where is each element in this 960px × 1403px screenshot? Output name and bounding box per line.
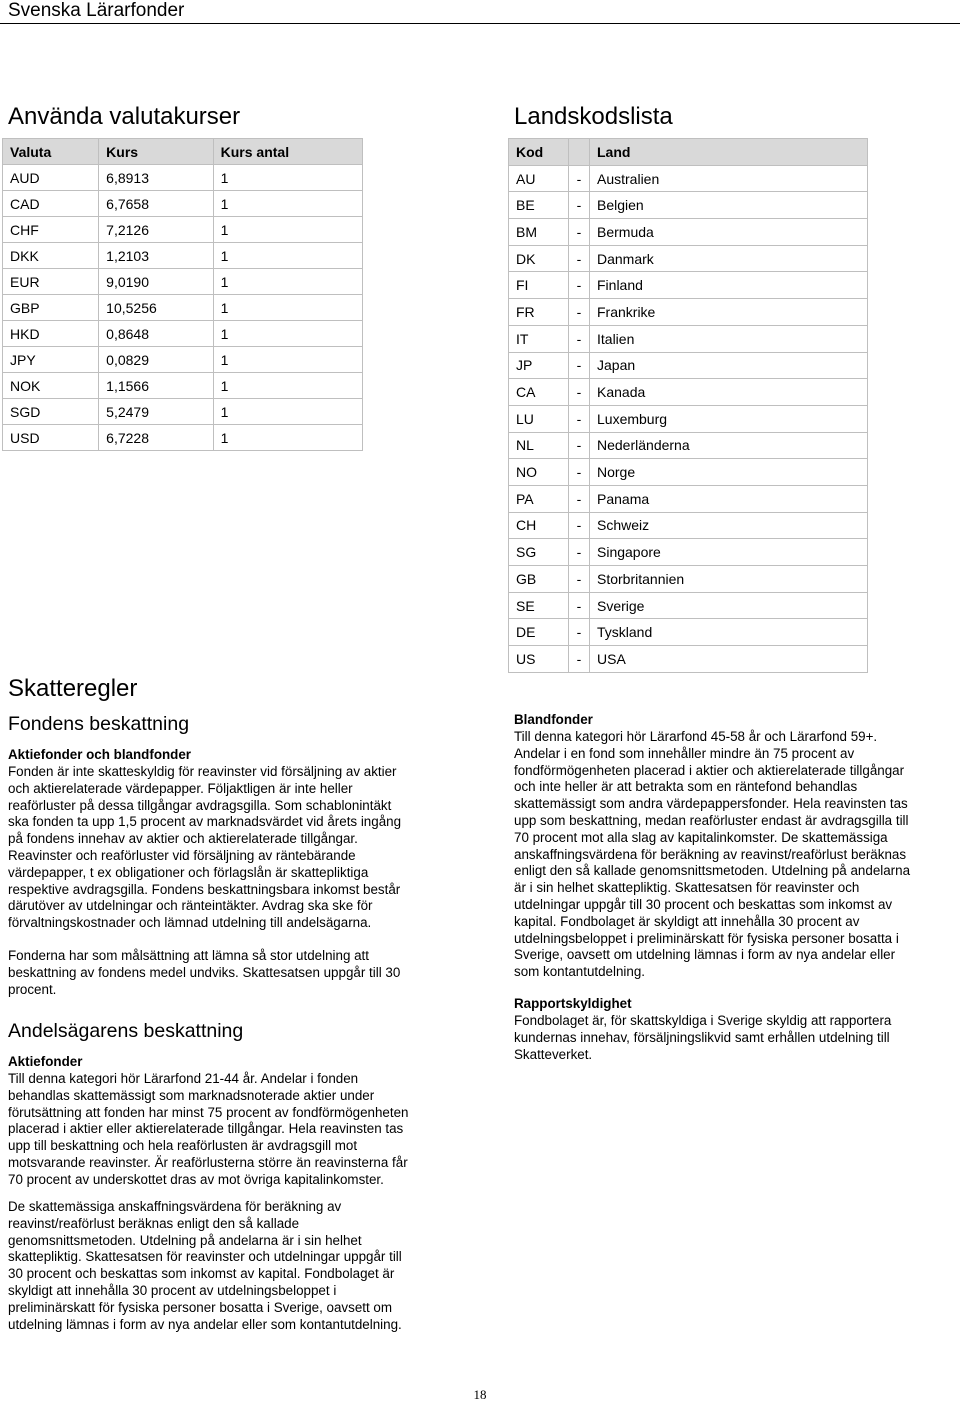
column-header: [569, 139, 590, 166]
text-line: utdelning lämnas i form av nya andelar eller som kontantutdelning.: [8, 1316, 402, 1332]
table-cell: -: [569, 619, 590, 646]
text-line: förvaltningskostnader och lämnad utdelning till andelsägarna.: [8, 915, 372, 931]
page-number: 18: [473, 1387, 487, 1402]
rates-title: Använda valutakurser: [8, 103, 241, 130]
table-row: [509, 165, 868, 192]
table-cell: SG: [509, 539, 569, 566]
table-cell: Australien: [590, 165, 868, 192]
table-cell: US: [509, 646, 569, 673]
text-line: och aktierelaterade värdepapper. Följaktligen är inte heller: [8, 780, 353, 796]
table-cell: 0,0829: [99, 347, 213, 373]
table-row: [3, 373, 363, 399]
table-cell: HKD: [3, 321, 99, 347]
table-cell: CHF: [3, 217, 99, 243]
table-row: [509, 619, 868, 646]
table-row: [509, 219, 868, 246]
table-cell: CAD: [3, 191, 99, 217]
text-line: motsvarande reavinster. Är reaförlusterna större än reavinsterna får: [8, 1154, 408, 1170]
text-line: ska fonden ta upp 1,5 procent av marknadsvärdet vid årets ingång: [8, 814, 402, 830]
table-cell: LU: [509, 405, 569, 432]
table-header-row: [3, 139, 363, 165]
table-cell: -: [569, 352, 590, 379]
table-cell: GBP: [3, 295, 99, 321]
table-cell: 0,8648: [99, 321, 213, 347]
holder-tax-heading: Andelsägarens beskattning: [8, 1020, 244, 1042]
table-cell: IT: [509, 325, 569, 352]
text-line: utdelningsbeloppet i preliminärskatt för fysiska personer bosatta i: [514, 930, 899, 946]
text-line: De skattemässiga anskaffningsvärdena för beräkning av: [8, 1199, 342, 1214]
table-cell: NOK: [3, 373, 99, 399]
text-line: värdepapper, t ex obligationer och förlagslån är skattepliktiga: [8, 864, 369, 880]
text-line: Fonden är inte skatteskyldig för reavinster vid försäljning av aktier: [8, 764, 397, 779]
table-cell: CH: [509, 512, 569, 539]
table-cell: 1,1566: [99, 373, 213, 399]
holder-tax-paragraph: [8, 1071, 409, 1189]
table-cell: -: [569, 272, 590, 299]
table-cell: -: [569, 592, 590, 619]
table-cell: -: [569, 165, 590, 192]
table-cell: FI: [509, 272, 569, 299]
text-line: fondförmögenheten placerad i aktier och aktierelaterade tillgångar: [514, 762, 905, 778]
table-cell: 1: [213, 191, 362, 217]
text-line: reavinst/reaförlust beräknas enligt den så kallade: [8, 1215, 300, 1231]
table-cell: -: [569, 485, 590, 512]
table-cell: SE: [509, 592, 569, 619]
table-cell: Belgien: [590, 192, 868, 219]
column-header: Kurs antal: [213, 139, 362, 165]
text-line: genomsnittsmetoden. Utdelning på andelarna är i sin helhet: [8, 1232, 362, 1248]
table-cell: -: [569, 539, 590, 566]
table-cell: 1: [213, 217, 362, 243]
table-row: [509, 272, 868, 299]
text-line: förutsättning att fonden har minst 75 procent av fondförmögenheten: [8, 1104, 409, 1120]
table-row: [3, 321, 363, 347]
column-header: Land: [590, 139, 868, 166]
text-line: kundernas innehav, försäljningslikvid samt erhållen utdelning till: [514, 1029, 890, 1045]
table-cell: 6,7228: [99, 425, 213, 451]
table-cell: 6,7658: [99, 191, 213, 217]
table-cell: BM: [509, 219, 569, 246]
table-cell: CA: [509, 379, 569, 406]
table-cell: -: [569, 219, 590, 246]
table-cell: NL: [509, 432, 569, 459]
table-cell: 1: [213, 165, 362, 191]
column-header: Valuta: [3, 139, 99, 165]
text-line: Fondbolaget är, för skattskyldiga i Sverige skyldig att rapportera: [514, 1013, 892, 1028]
table-cell: Singapore: [590, 539, 868, 566]
text-line: enligt den så kallade genomsnittsmetoden. Utdelning på andelarna: [514, 863, 911, 879]
table-row: [509, 539, 868, 566]
fund-tax-paragraph: [8, 764, 401, 932]
table-cell: FR: [509, 299, 569, 326]
text-line: utdelningar uppgår till 30 procent och beskattas som inkomst av: [514, 896, 893, 912]
text-line: procent.: [8, 981, 57, 997]
table-cell: PA: [509, 485, 569, 512]
text-line: skattemässigt som andra värdepappersfonder. Hela reavinsten tas: [514, 796, 908, 812]
text-line: Reavinster och reaförluster vid försäljning av räntebärande: [8, 847, 356, 863]
country-codes-table: [508, 138, 868, 673]
table-cell: 1: [213, 425, 362, 451]
table-row: [509, 566, 868, 593]
table-cell: NO: [509, 459, 569, 486]
table-row: [509, 432, 868, 459]
blend-fund-heading: Blandfonder: [514, 712, 593, 727]
blend-fund-paragraph: [514, 729, 910, 981]
table-row: [3, 243, 363, 269]
table-cell: 1: [213, 399, 362, 425]
table-cell: -: [569, 646, 590, 673]
text-line: Fonderna har som målsättning att lämna så stor utdelning att: [8, 948, 369, 963]
text-line: 30 procent och beskattas som inkomst av kapital. Fondbolaget är: [8, 1266, 395, 1282]
table-row: [3, 295, 363, 321]
text-line: är i sin helhet skattepliktig. Skattesatsen för reavinster och: [514, 880, 860, 896]
text-line: därutöver av utdelningar och ränteintäkter. Avdrag ska ske för: [8, 898, 373, 914]
table-cell: GB: [509, 566, 569, 593]
text-line: Andelar i en fond som innehåller mindre än 75 procent av: [514, 745, 855, 761]
table-cell: -: [569, 405, 590, 432]
text-line: 70 procent mot alla slag av kapitalinkomster. De skattemässiga: [514, 829, 888, 845]
table-cell: -: [569, 299, 590, 326]
text-line: Sverige, oavsett om utdelning lämnas i form av nya andelar eller: [514, 947, 896, 963]
table-cell: DE: [509, 619, 569, 646]
text-line: Till denna kategori hör Lärarfond 45-58 år och Lärarfond 59+.: [514, 729, 878, 744]
table-row: [509, 325, 868, 352]
table-cell: AU: [509, 165, 569, 192]
text-line: och inte heller är att betrakta som en räntefond behandlas: [514, 779, 858, 795]
table-cell: 1,2103: [99, 243, 213, 269]
table-cell: 1: [213, 269, 362, 295]
table-cell: DK: [509, 245, 569, 272]
table-row: [509, 485, 868, 512]
table-cell: -: [569, 192, 590, 219]
countries-title: Landskodslista: [514, 103, 673, 130]
table-row: [509, 352, 868, 379]
table-row: [3, 425, 363, 451]
table-cell: Finland: [590, 272, 868, 299]
table-cell: -: [569, 459, 590, 486]
table-cell: -: [569, 512, 590, 539]
text-line: placerad i aktier eller aktierelaterade tillgångar. Hela reavinsten tas: [8, 1121, 404, 1137]
table-row: [509, 512, 868, 539]
table-row: [509, 405, 868, 432]
text-line: som kontantutdelning.: [514, 964, 646, 980]
table-cell: -: [569, 379, 590, 406]
text-line: Skatteverket.: [514, 1046, 593, 1062]
table-row: [509, 459, 868, 486]
text-line: på fondens innehav av aktier och aktierelaterade tillgångar.: [8, 831, 358, 847]
table-cell: 7,2126: [99, 217, 213, 243]
table-cell: BE: [509, 192, 569, 219]
table-cell: 1: [213, 373, 362, 399]
table-cell: Schweiz: [590, 512, 868, 539]
text-line: reaförluster på dessa tillgångar avdragsgilla. Som schablonintäkt: [8, 797, 392, 813]
fund-tax-paragraph-2: [8, 948, 400, 998]
table-cell: Italien: [590, 325, 868, 352]
table-row: [509, 299, 868, 326]
text-line: upp som beskattning, medan reaförluster endast är avdragsgilla till: [514, 812, 909, 828]
reporting-paragraph: [514, 1013, 891, 1063]
reporting-heading: Rapportskyldighet: [514, 996, 632, 1011]
table-row: [509, 379, 868, 406]
table-cell: 9,0190: [99, 269, 213, 295]
table-cell: Danmark: [590, 245, 868, 272]
holder-tax-paragraph-2: [8, 1199, 402, 1333]
table-cell: 1: [213, 321, 362, 347]
holder-tax-subheading: Aktiefonder: [8, 1054, 83, 1069]
table-cell: 1: [213, 347, 362, 373]
header-divider: [0, 23, 960, 24]
table-row: [3, 399, 363, 425]
table-cell: 10,5256: [99, 295, 213, 321]
table-cell: Japan: [590, 352, 868, 379]
table-cell: -: [569, 566, 590, 593]
table-cell: Luxemburg: [590, 405, 868, 432]
table-cell: -: [569, 325, 590, 352]
table-row: [509, 646, 868, 673]
text-line: skattepliktig. Skattesatsen för reavinster och utdelningar uppgår till: [8, 1249, 402, 1265]
text-line: 70 procent av underskottet dras av mot övriga kapitalinkomster.: [8, 1171, 384, 1187]
table-row: [3, 269, 363, 295]
table-cell: Frankrike: [590, 299, 868, 326]
text-line: behandlas skattemässigt som marknadsnoterade aktier under: [8, 1087, 375, 1103]
table-row: [509, 192, 868, 219]
document-header-title: Svenska Lärarfonder: [8, 0, 185, 21]
column-header: Kod: [509, 139, 569, 166]
table-cell: Nederländerna: [590, 432, 868, 459]
text-line: skyldigt att innehålla 30 procent av utdelningsbeloppet i: [8, 1282, 337, 1298]
table-row: [3, 191, 363, 217]
text-line: respektive avdragsgilla. Fondens beskattningsbara inkomst består: [8, 881, 401, 897]
text-line: beskattning av fondens medel undviks. Skattesatsen uppgår till 30: [8, 964, 401, 980]
table-cell: Bermuda: [590, 219, 868, 246]
table-cell: -: [569, 432, 590, 459]
table-cell: USA: [590, 646, 868, 673]
table-row: [509, 245, 868, 272]
text-line: anskaffningsvärdena för beräkning av reavinst/reaförlust beräknas: [514, 846, 907, 862]
table-row: [3, 165, 363, 191]
table-cell: USD: [3, 425, 99, 451]
text-line: kapital. Fondbolaget är skyldigt att innehålla 30 procent av: [514, 913, 860, 929]
tax-title: Skatteregler: [8, 675, 138, 702]
table-cell: -: [569, 245, 590, 272]
table-cell: 1: [213, 243, 362, 269]
fund-tax-subheading: Aktiefonder och blandfonder: [8, 747, 192, 762]
text-line: Till denna kategori hör Lärarfond 21-44 år. Andelar i fonden: [8, 1071, 359, 1086]
table-row: [509, 592, 868, 619]
text-line: upp till beskattning och hela reaförlusten är avdragsgill mot: [8, 1138, 358, 1154]
table-cell: Norge: [590, 459, 868, 486]
table-cell: AUD: [3, 165, 99, 191]
table-row: [3, 347, 363, 373]
table-cell: 1: [213, 295, 362, 321]
table-cell: DKK: [3, 243, 99, 269]
fund-tax-heading: Fondens beskattning: [8, 713, 190, 735]
table-cell: JP: [509, 352, 569, 379]
text-line: preliminärskatt för fysiska personer bosatta i Sverige, oavsett om: [8, 1299, 393, 1315]
table-cell: Storbritannien: [590, 566, 868, 593]
column-header: Kurs: [99, 139, 213, 165]
exchange-rates-table: [2, 138, 363, 451]
table-cell: EUR: [3, 269, 99, 295]
table-cell: JPY: [3, 347, 99, 373]
table-cell: Tyskland: [590, 619, 868, 646]
table-cell: SGD: [3, 399, 99, 425]
table-cell: 5,2479: [99, 399, 213, 425]
table-cell: Kanada: [590, 379, 868, 406]
table-cell: Panama: [590, 485, 868, 512]
table-row: [3, 217, 363, 243]
table-cell: 6,8913: [99, 165, 213, 191]
table-header-row: [509, 139, 868, 166]
table-cell: Sverige: [590, 592, 868, 619]
